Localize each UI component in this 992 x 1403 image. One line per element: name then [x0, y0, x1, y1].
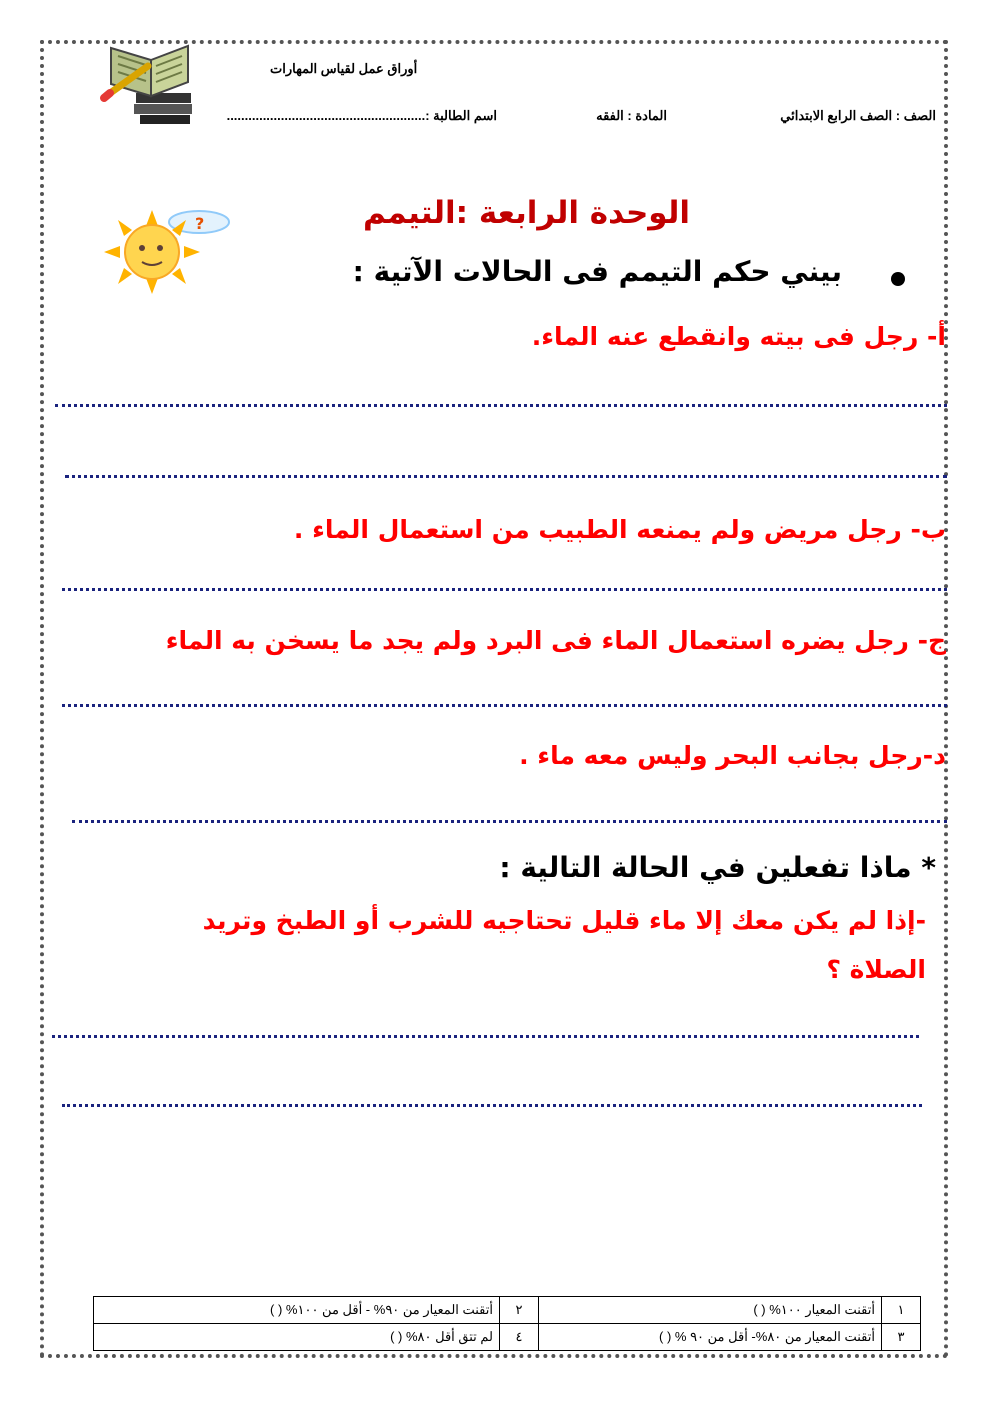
task1-instruction: بيني حكم التيمم فى الحالات الآتية :: [352, 255, 842, 288]
rubric-table: [93, 1296, 921, 1351]
rubric-text: لم تتق أقل ٨٠% ( ): [94, 1324, 500, 1351]
answer-line-a2: [65, 475, 947, 478]
task2-question: * ماذا تفعلين في الحالة التالية :: [499, 851, 936, 884]
rubric-num: ٢: [500, 1297, 539, 1324]
worksheet-title: أوراق عمل لقياس المهارات: [270, 61, 418, 76]
case-b: ب- رجل مريض ولم يمنعه الطبيب من استعمال الماء .: [293, 515, 946, 544]
answer-line-e2: [62, 1104, 922, 1107]
rubric-text: أتقنت المعيار من ٩٠% - أقل من ١٠٠% ( ): [94, 1297, 500, 1324]
answer-line-d: [72, 820, 947, 823]
answer-line-a1: [55, 404, 947, 407]
task2-line2: الصلاة ؟: [826, 955, 926, 984]
case-d: د-رجل بجانب البحر وليس معه ماء .: [519, 741, 946, 770]
rubric-row: [94, 1297, 921, 1324]
answer-line-b: [62, 588, 947, 591]
svg-text:?: ?: [195, 214, 205, 233]
sun-character-icon: [94, 206, 234, 296]
books-pencil-icon: [96, 38, 206, 128]
subject-label: المادة : الفقه: [596, 108, 667, 123]
grade-label: الصف : الصف الرابع الابتدائي: [780, 108, 936, 123]
rubric-num: ٤: [500, 1324, 539, 1351]
task2-line1: -إذا لم يكن معك إلا ماء قليل تحتاجيه للشرب أو الطبخ وتريد: [202, 906, 926, 935]
rubric-num: ٣: [882, 1324, 921, 1351]
answer-line-e1: [52, 1035, 919, 1038]
case-c: ج- رجل يضره استعمال الماء فى البرد ولم يجد ما يسخن به الماء: [165, 626, 946, 655]
bullet-icon: [891, 272, 905, 286]
rubric-text: أتقنت المعيار من ٨٠%- أقل من ٩٠ % ( ): [539, 1324, 882, 1351]
unit-title: الوحدة الرابعة :التيمم: [363, 195, 691, 231]
answer-line-c: [62, 704, 947, 707]
rubric-text: أتقنت المعيار ١٠٠% ( ): [539, 1297, 882, 1324]
rubric-row: [94, 1324, 921, 1351]
student-name-field: اسم الطالبة :.......................................................: [226, 108, 497, 123]
case-a: أ- رجل فى بيته وانقطع عنه الماء.: [531, 322, 946, 351]
rubric-num: ١: [882, 1297, 921, 1324]
